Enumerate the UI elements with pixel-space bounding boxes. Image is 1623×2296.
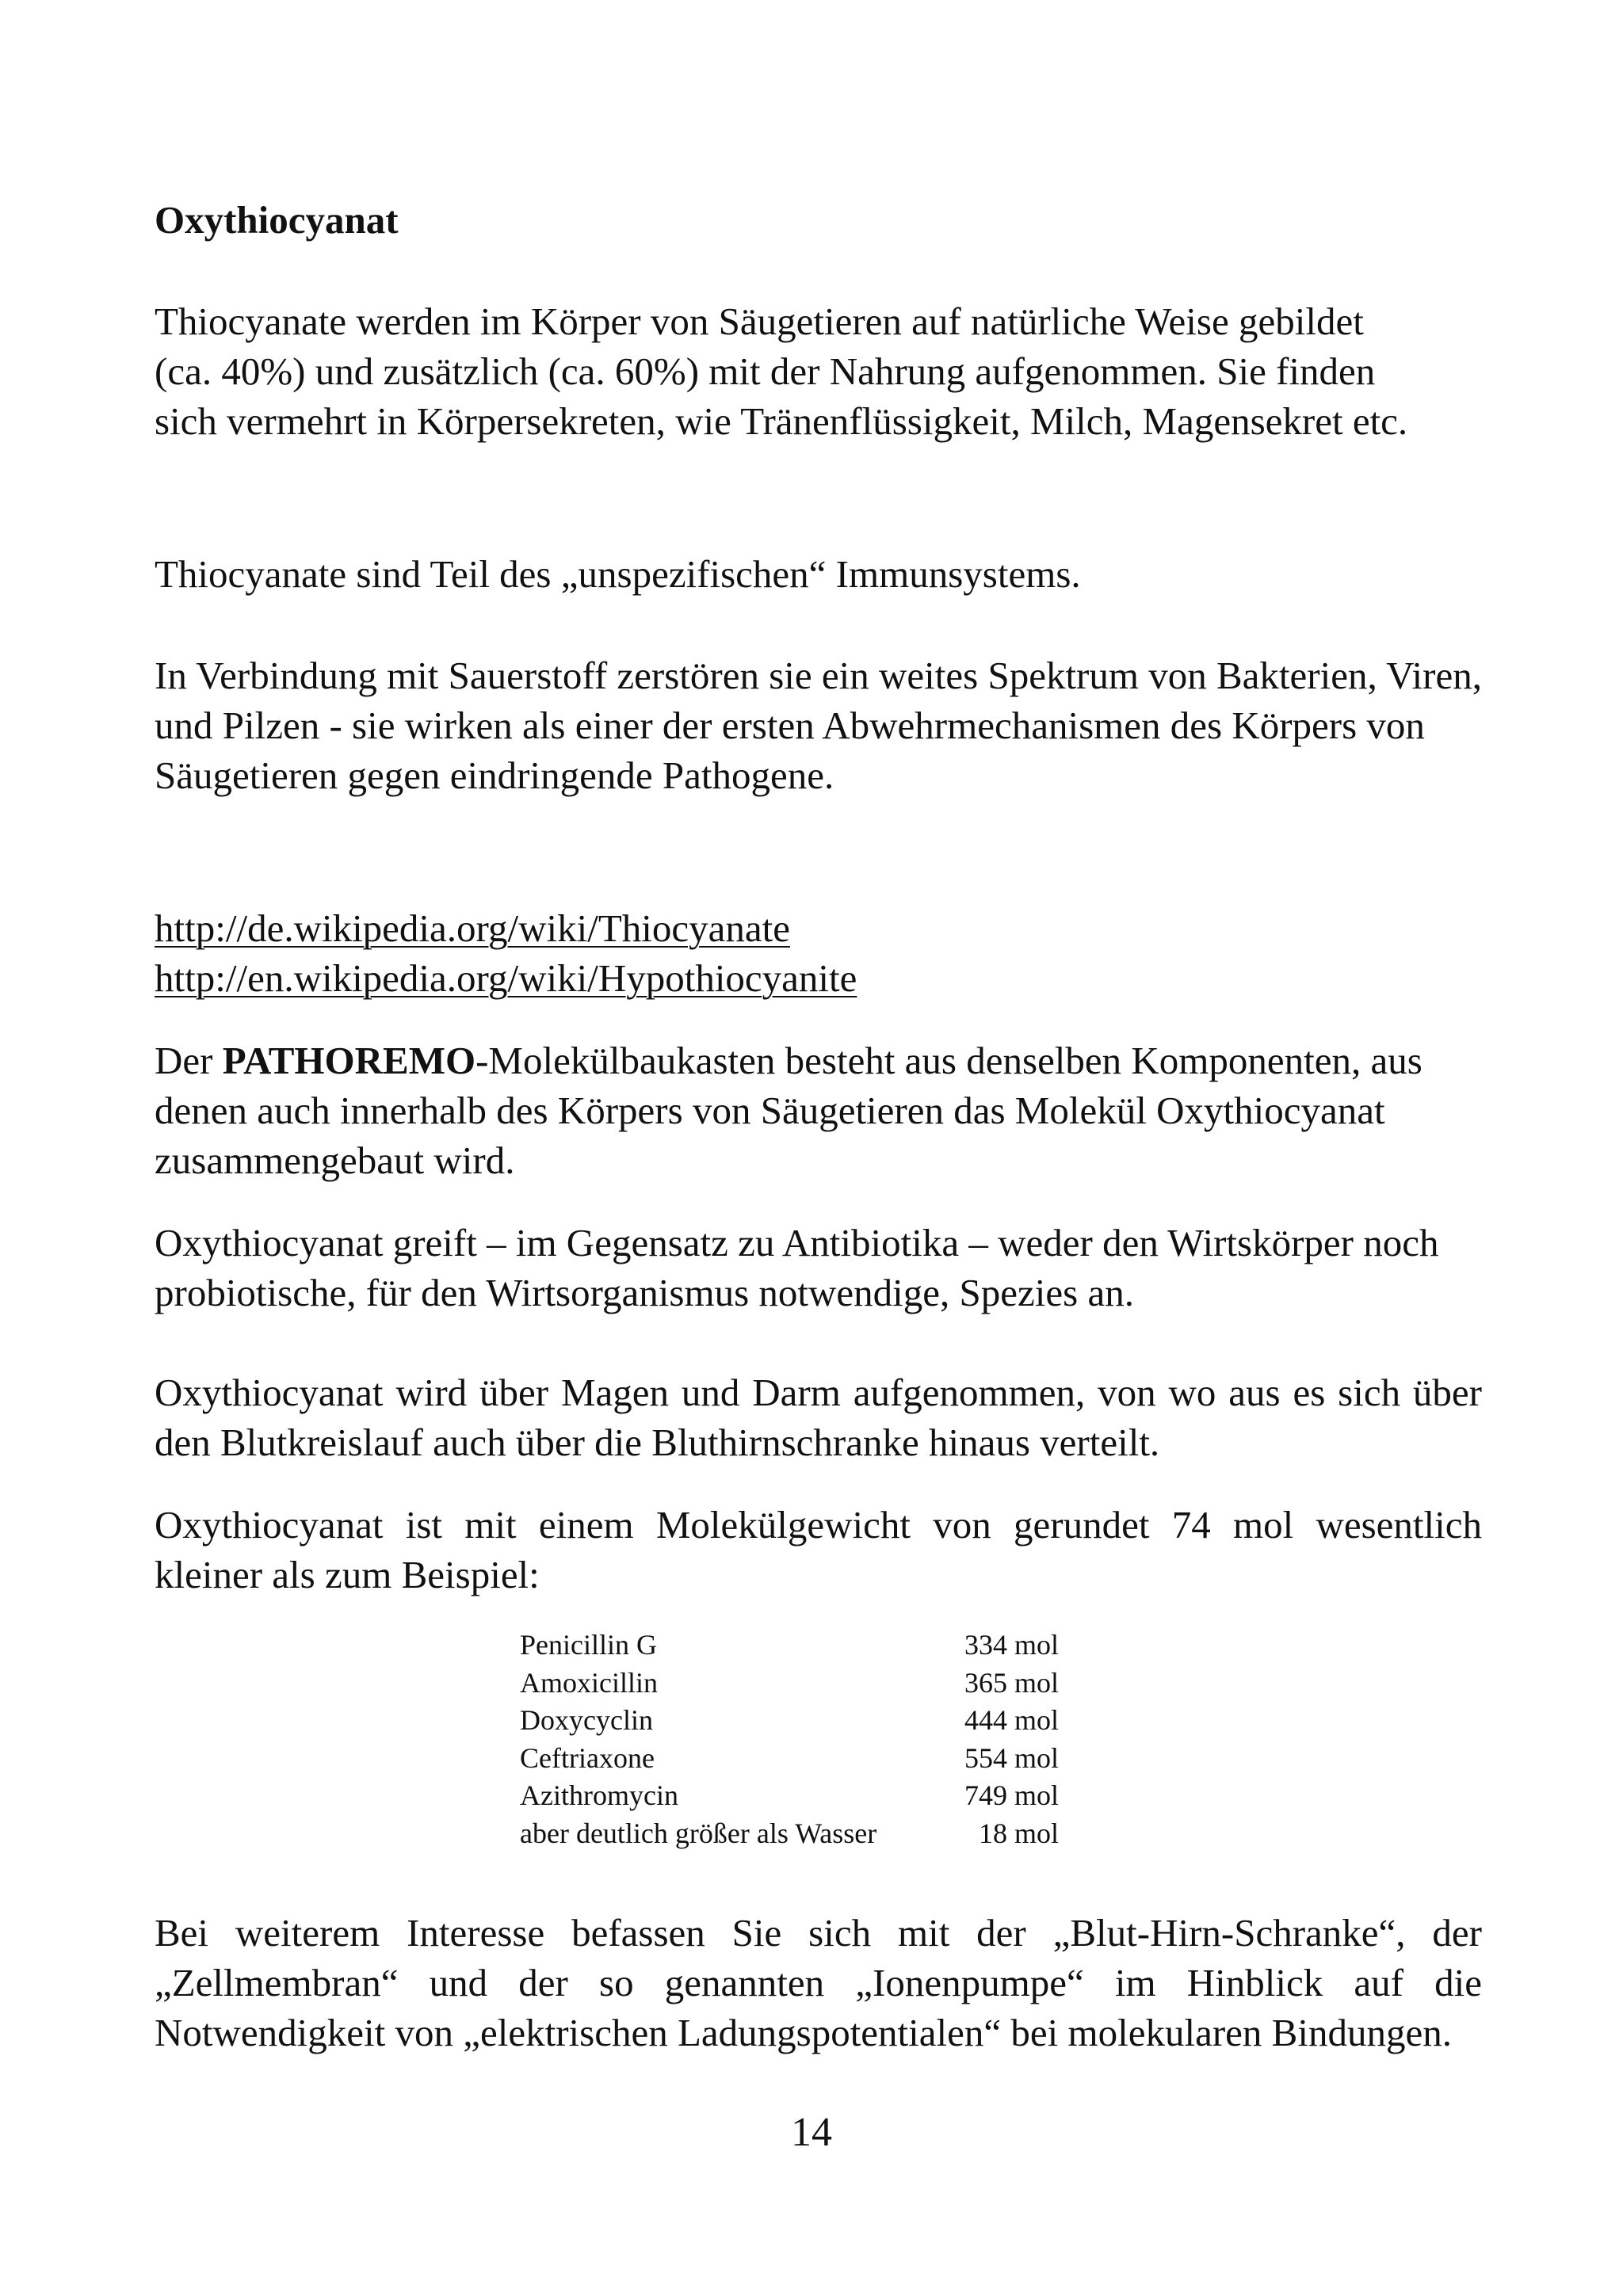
molecular-weight-value: 554 mol xyxy=(964,1741,1059,1774)
wikipedia-link-en[interactable]: http://en.wikipedia.org/wiki/Hypothiocyanite xyxy=(155,956,857,1000)
paragraph-molecular-weight: Oxythiocyanat ist mit einem Molekülgewicht von gerundet 74 mol wesentlich kleiner als zum Beispiel: xyxy=(155,1503,1482,1596)
drug-name: Azithromycin xyxy=(520,1779,678,1811)
molecular-weight-value: 18 mol xyxy=(978,1817,1059,1849)
drug-name: Penicillin G xyxy=(520,1629,657,1661)
paragraph-further-interest: Bei weiterem Interesse befassen Sie sich mit der „Blut-Hirn-Schranke“, der „Zellmembran“ und der so genannten „Ionenpumpe“ im Hinblick auf die Notwendigkeit von „elektrischen Ladungspotentialen“ bei molekularen Bindungen. xyxy=(155,1911,1482,2054)
paragraph-immune-system: Thiocyanate sind Teil des „unspezifischen“ Immunsystems. xyxy=(155,552,1081,596)
table-row xyxy=(520,1740,1059,1778)
section-title: Oxythiocyanat xyxy=(155,198,399,242)
para4-prefix: Der xyxy=(155,1039,223,1082)
paragraph-oxygen-effect: In Verbindung mit Sauerstoff zerstören sie ein weites Spektrum von Bakterien, Viren, und Pilzen - sie wirken als einer der ersten Abwehrmechanismen des Körpers von Säugetieren gegen eindringende Pathogene. xyxy=(155,654,1482,797)
paragraph-thiocyanate-origin: Thiocyanate werden im Körper von Säugetieren auf natürliche Weise gebildet (ca. 40%) und zusätzlich (ca. 60%) mit der Nahrung aufgenommen. Sie finden sich vermehrt in Körpersekreten, wie Tränenflüssigkeit, Milch, Magensekret etc. xyxy=(155,299,1408,443)
page-number: 14 xyxy=(791,2110,832,2155)
drug-name: Ceftriaxone xyxy=(520,1741,655,1774)
drug-name: Amoxicillin xyxy=(520,1666,658,1699)
molecular-weight-value: 749 mol xyxy=(964,1779,1059,1811)
table-row xyxy=(520,1702,1059,1740)
drug-name: Doxycyclin xyxy=(520,1704,653,1736)
molecular-weight-value: 334 mol xyxy=(964,1629,1059,1661)
table-row xyxy=(520,1777,1059,1815)
link-list xyxy=(155,903,1482,1003)
molecular-weight-table xyxy=(520,1627,1059,1852)
paragraph-pathoremo xyxy=(155,1035,1482,1185)
para4-rest: -Molekülbaukasten besteht aus denselben Komponenten, aus denen auch innerhalb des Körpers von Säugetieren das Molekül Oxythiocyanat zusammengebaut wird. xyxy=(155,1039,1423,1182)
brand-name: PATHOREMO xyxy=(222,1039,476,1082)
molecular-weight-value: 444 mol xyxy=(964,1704,1059,1736)
table-row xyxy=(520,1815,1059,1853)
molecular-weight-value: 365 mol xyxy=(964,1666,1059,1699)
drug-name: aber deutlich größer als Wasser xyxy=(520,1817,877,1849)
table-row xyxy=(520,1665,1059,1703)
table-row xyxy=(520,1627,1059,1665)
paragraph-no-harm: Oxythiocyanat greift – im Gegensatz zu Antibiotika – weder den Wirtskörper noch probiotische, für den Wirtsorganismus notwendige, Spezies an. xyxy=(155,1221,1439,1314)
wikipedia-link-de[interactable]: http://de.wikipedia.org/wiki/Thiocyanate xyxy=(155,906,790,950)
paragraph-absorption: Oxythiocyanat wird über Magen und Darm aufgenommen, von wo aus es sich über den Blutkreislauf auch über die Bluthirnschranke hinaus verteilt. xyxy=(155,1371,1482,1464)
